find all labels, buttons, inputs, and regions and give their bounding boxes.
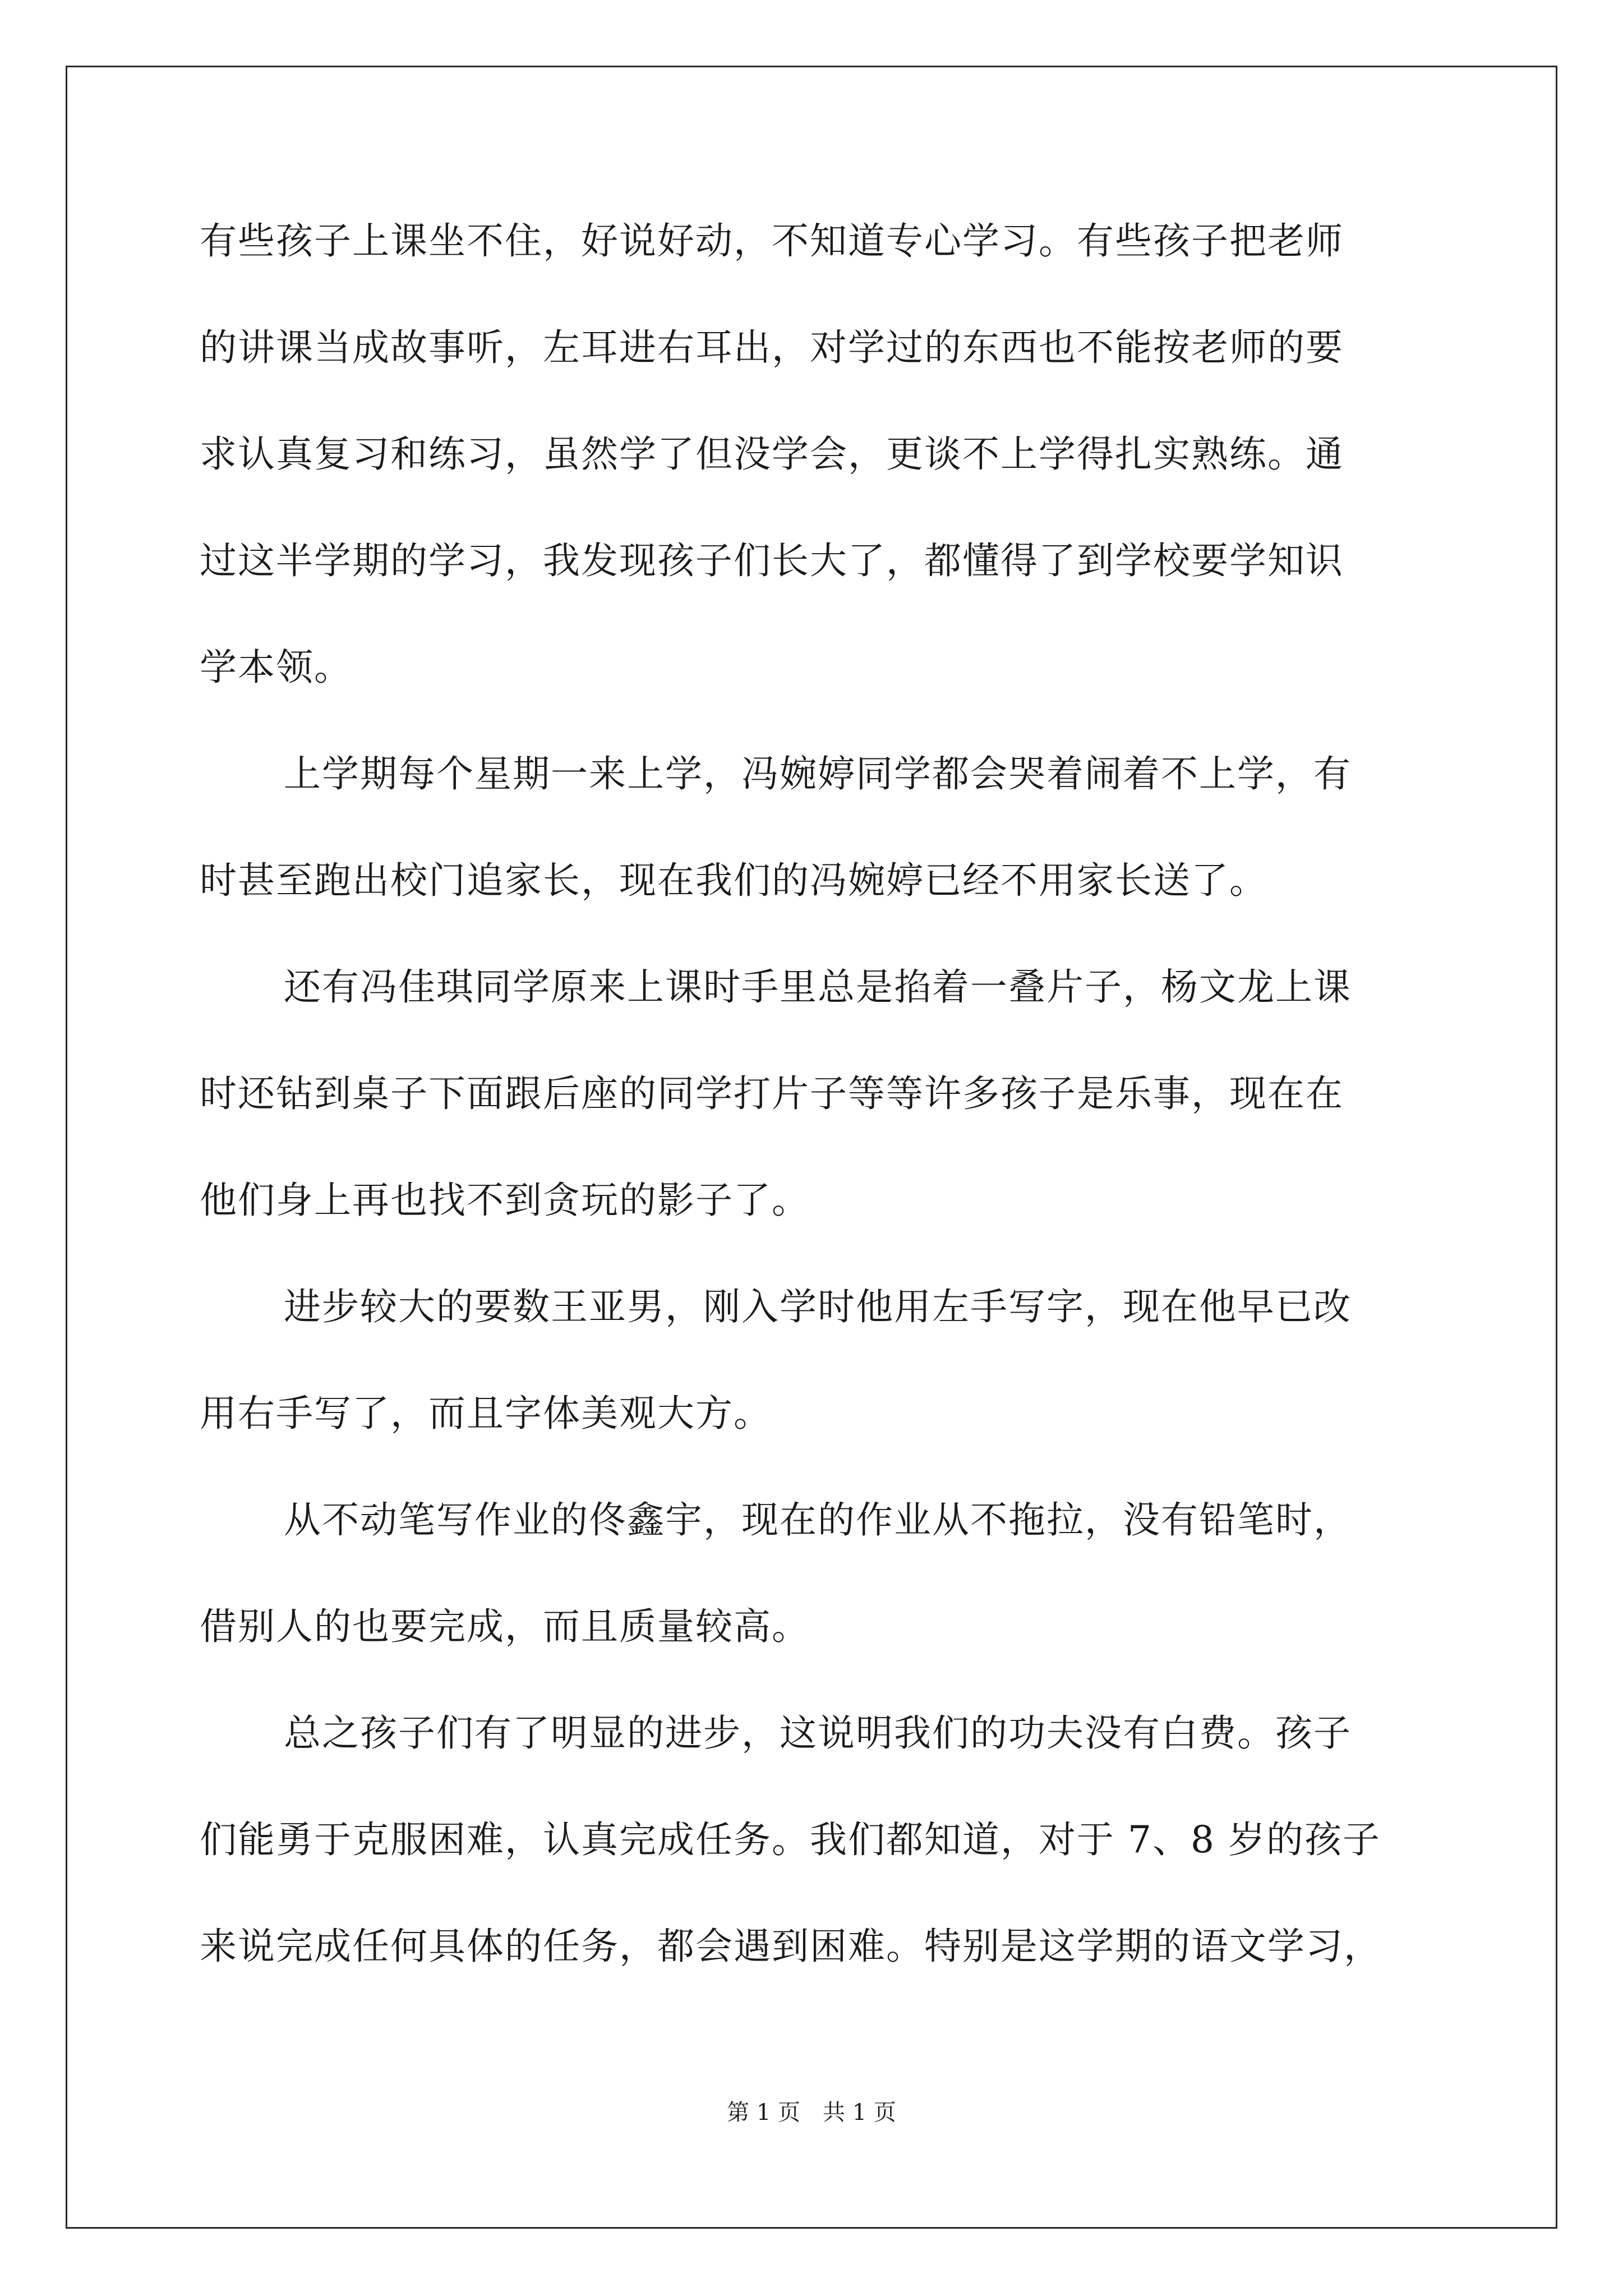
text-line: 求认真复习和练习，虽然学了但没学会，更谈不上学得扎实熟练。通 [200,432,1344,476]
paragraph-first-line: 上学期每个星期一来上学，冯婉婷同学都会哭着闹着不上学，有 [284,752,1352,795]
page-number: 第 1 页 [727,2100,800,2125]
paragraph-first-line: 从不动笔写作业的佟鑫宇，现在的作业从不拖拉，没有铅笔时， [284,1498,1352,1542]
text-line: 过这半学期的学习，我发现孩子们长大了，都懂得了到学校要学知识 [200,539,1344,582]
text-line: 学本领。 [200,646,352,689]
text-line: 来说完成任何具体的任务，都会遇到困难。特别是这学期的语文学习， [200,1925,1382,1968]
text-line: 借别人的也要完成，而且质量较高。 [200,1605,810,1648]
text-line: 的讲课当成故事听，左耳进右耳出，对学过的东西也不能按老师的要 [200,326,1344,369]
text-line: 有些孩子上课坐不住，好说好动，不知道专心学习。有些孩子把老师 [200,219,1344,263]
text-line: 们能勇于克服困难，认真完成任务。我们都知道，对于 7、8 岁的孩子 [200,1818,1381,1861]
page-footer [0,2097,1623,2128]
paragraph-first-line: 还有冯佳琪同学原来上课时手里总是掐着一叠片子，杨文龙上课 [284,965,1352,1009]
text-line: 时还钻到桌子下面跟后座的同学打片子等等许多孩子是乐事，现在在 [200,1072,1344,1115]
page-total: 共 1 页 [823,2100,896,2125]
text-line: 他们身上再也找不到贪玩的影子了。 [200,1179,810,1222]
document-body [200,210,1439,2022]
paragraph-first-line: 进步较大的要数王亚男，刚入学时他用左手写字，现在他早已改 [284,1285,1352,1328]
text-line: 用右手写了，而且字体美观大方。 [200,1392,772,1435]
text-line: 时甚至跑出校门追家长，现在我们的冯婉婷已经不用家长送了。 [200,859,1267,902]
paragraph-first-line: 总之孩子们有了明显的进步，这说明我们的功夫没有白费。孩子 [284,1711,1352,1755]
